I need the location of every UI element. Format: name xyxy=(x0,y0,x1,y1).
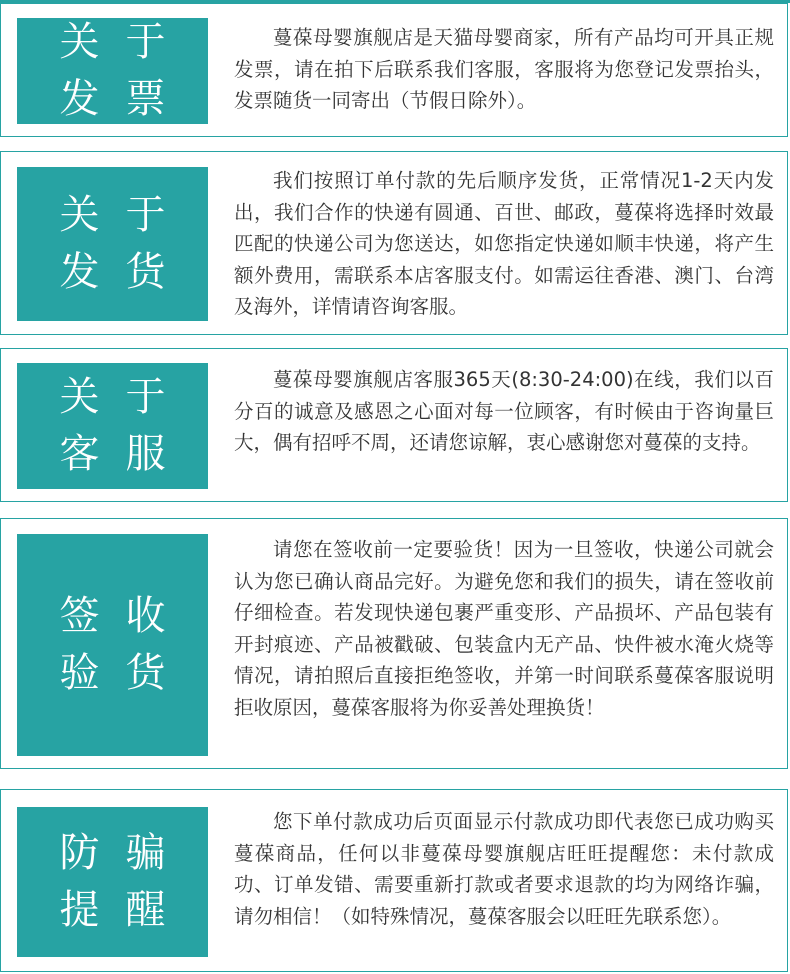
shipping-label-line1: 关于 xyxy=(59,192,192,238)
inspection-section xyxy=(0,518,788,769)
fraud-text: 您下单付款成功后页面显示付款成功即代表您已成功购买蔓葆商品，任何以非蔓葆母婴旗舰店旺旺提醒您：未付款成功、订单发错、需要重新打款或者要求退款的均为网络诈骗，请勿相信！（如特殊情况，蔓葆客服会以旺旺先联系您）。 xyxy=(234,810,774,928)
invoice-section xyxy=(0,3,788,137)
fraud-label xyxy=(17,807,208,957)
inspection-label-line1: 签收 xyxy=(59,593,192,639)
service-text: 蔓葆母婴旗舰店客服365天(8:30-24:00)在线，我们以百分百的诚意及感恩之心面对每一位顾客，有时候由于咨询量巨大，偶有招呼不周，还请您谅解，衷心感谢您对蔓葆的支持。 xyxy=(234,368,774,454)
invoice-label-line2: 发票 xyxy=(59,76,192,122)
service-section xyxy=(0,348,788,502)
fraud-section xyxy=(0,789,788,972)
shipping-text: 我们按照订单付款的先后顺序发货，正常情况1-2天内发出，我们合作的快递有圆通、百世、邮政，蔓葆将选择时效最匹配的快递公司为您送达，如您指定快递如顺丰快递，将产生额外费用，需联系本店客服支付。如需运往香港、澳门、台湾及海外，详情请咨询客服。 xyxy=(234,169,774,318)
service-label-line2: 客服 xyxy=(59,431,192,477)
shipping-label xyxy=(17,167,208,321)
service-label xyxy=(17,363,208,489)
inspection-label xyxy=(17,534,208,756)
fraud-label-line2: 提醒 xyxy=(59,887,192,933)
service-label-line1: 关于 xyxy=(59,374,192,420)
shipping-section xyxy=(0,151,788,335)
inspection-text: 请您在签收前一定要验货！因为一旦签收，快递公司就会认为您已确认商品完好。为避免您和我们的损失，请在签收前仔细检查。若发现快递包裹严重变形、产品损坏、产品包装有开封痕迹、产品被戳破、包装盒内无产品、快件被水淹火烧等情况，请拍照后直接拒绝签收，并第一时间联系蔓葆客服说明拒收原因，蔓葆客服将为你妥善处理换货！ xyxy=(234,538,774,719)
fraud-label-line1: 防骗 xyxy=(59,830,192,876)
invoice-text: 蔓葆母婴旗舰店是天猫母婴商家，所有产品均可开具正规发票，请在拍下后联系我们客服，客服将为您登记发票抬头，发票随货一同寄出（节假日除外）。 xyxy=(234,26,774,112)
shipping-label-line2: 发货 xyxy=(59,249,192,295)
invoice-label xyxy=(17,18,208,124)
inspection-label-line2: 验货 xyxy=(59,650,192,696)
invoice-label-line1: 关于 xyxy=(59,19,192,65)
